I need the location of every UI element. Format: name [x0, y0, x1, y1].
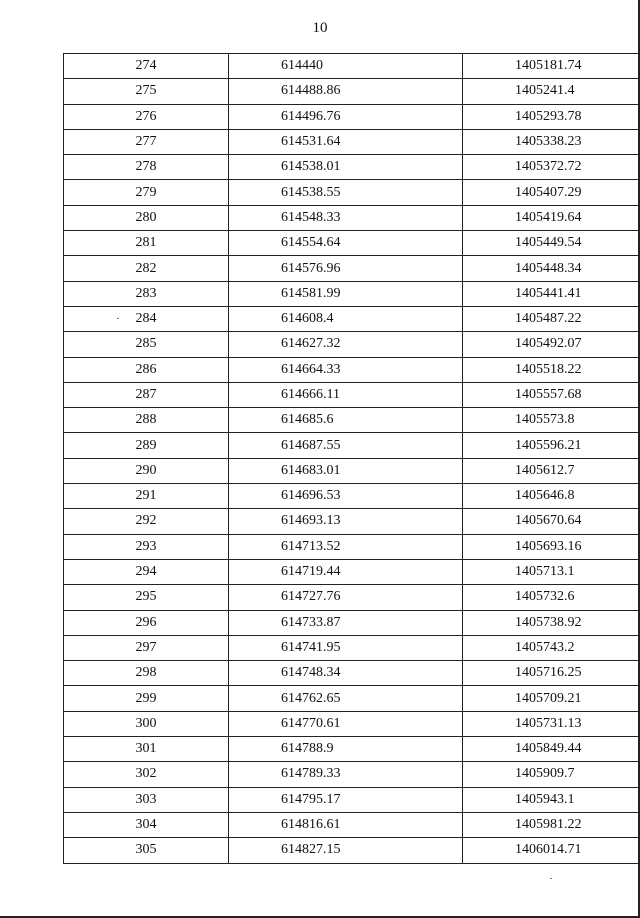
point-number-cell: 299: [64, 686, 229, 711]
x-coordinate-cell: 614683.01: [229, 458, 463, 483]
y-coordinate-cell: 1405713.1: [463, 559, 640, 584]
point-number-cell: 301: [64, 737, 229, 762]
y-coordinate-cell: 1405518.22: [463, 357, 640, 382]
point-number-cell: 294: [64, 559, 229, 584]
point-number-cell: 287: [64, 382, 229, 407]
x-coordinate-cell: 614789.33: [229, 762, 463, 787]
y-coordinate-cell: 1405419.64: [463, 205, 640, 230]
y-coordinate-cell: 1405849.44: [463, 737, 640, 762]
x-coordinate-cell: 614770.61: [229, 711, 463, 736]
y-coordinate-cell: 1405441.41: [463, 281, 640, 306]
table-row: [64, 737, 640, 762]
table-row: [64, 585, 640, 610]
table-row: [64, 205, 640, 230]
table-row: [64, 332, 640, 357]
y-coordinate-cell: 1405241.4: [463, 79, 640, 104]
x-coordinate-cell: 614554.64: [229, 231, 463, 256]
y-coordinate-cell: 1405492.07: [463, 332, 640, 357]
table-row: [64, 509, 640, 534]
table-row: [64, 231, 640, 256]
table-row: [64, 484, 640, 509]
y-coordinate-cell: 1405293.78: [463, 104, 640, 129]
point-number-cell: 286: [64, 357, 229, 382]
scan-speck: [117, 318, 119, 319]
point-number-cell: 292: [64, 509, 229, 534]
x-coordinate-cell: 614440: [229, 54, 463, 79]
y-coordinate-cell: 1405670.64: [463, 509, 640, 534]
y-coordinate-cell: 1405372.72: [463, 155, 640, 180]
x-coordinate-cell: 614538.55: [229, 180, 463, 205]
x-coordinate-cell: 614531.64: [229, 129, 463, 154]
point-number-cell: 279: [64, 180, 229, 205]
point-number-cell: 274: [64, 54, 229, 79]
y-coordinate-cell: 1405731.13: [463, 711, 640, 736]
y-coordinate-cell: 1405943.1: [463, 787, 640, 812]
point-number-cell: 288: [64, 408, 229, 433]
x-coordinate-cell: 614795.17: [229, 787, 463, 812]
point-number-cell: 284: [64, 306, 229, 331]
point-number-cell: 291: [64, 484, 229, 509]
point-number-cell: 293: [64, 534, 229, 559]
table-row: [64, 180, 640, 205]
x-coordinate-cell: 614788.9: [229, 737, 463, 762]
coordinate-table-body: [64, 54, 640, 864]
point-number-cell: 281: [64, 231, 229, 256]
y-coordinate-cell: 1405407.29: [463, 180, 640, 205]
table-row: [64, 686, 640, 711]
point-number-cell: 278: [64, 155, 229, 180]
x-coordinate-cell: 614733.87: [229, 610, 463, 635]
table-row: [64, 559, 640, 584]
table-row: [64, 306, 640, 331]
y-coordinate-cell: 1405716.25: [463, 661, 640, 686]
table-row: [64, 610, 640, 635]
y-coordinate-cell: 1405693.16: [463, 534, 640, 559]
y-coordinate-cell: 1405181.74: [463, 54, 640, 79]
y-coordinate-cell: 1405981.22: [463, 812, 640, 837]
table-row: [64, 711, 640, 736]
y-coordinate-cell: 1405338.23: [463, 129, 640, 154]
x-coordinate-cell: 614816.61: [229, 812, 463, 837]
table-row: [64, 635, 640, 660]
table-row: [64, 661, 640, 686]
x-coordinate-cell: 614713.52: [229, 534, 463, 559]
x-coordinate-cell: 614696.53: [229, 484, 463, 509]
point-number-cell: 277: [64, 129, 229, 154]
x-coordinate-cell: 614827.15: [229, 838, 463, 863]
x-coordinate-cell: 614687.55: [229, 433, 463, 458]
x-coordinate-cell: 614548.33: [229, 205, 463, 230]
x-coordinate-cell: 614496.76: [229, 104, 463, 129]
y-coordinate-cell: 1405709.21: [463, 686, 640, 711]
point-number-cell: 298: [64, 661, 229, 686]
point-number-cell: 289: [64, 433, 229, 458]
y-coordinate-cell: 1405612.7: [463, 458, 640, 483]
table-row: [64, 129, 640, 154]
table-row: [64, 433, 640, 458]
y-coordinate-cell: 1405738.92: [463, 610, 640, 635]
table-row: [64, 155, 640, 180]
table-row: [64, 787, 640, 812]
point-number-cell: 275: [64, 79, 229, 104]
table-row: [64, 458, 640, 483]
y-coordinate-cell: 1405743.2: [463, 635, 640, 660]
point-number-cell: 303: [64, 787, 229, 812]
x-coordinate-cell: 614685.6: [229, 408, 463, 433]
x-coordinate-cell: 614741.95: [229, 635, 463, 660]
point-number-cell: 296: [64, 610, 229, 635]
point-number-cell: 297: [64, 635, 229, 660]
page-number: 10: [312, 20, 328, 36]
point-number-cell: 285: [64, 332, 229, 357]
table-row: [64, 79, 640, 104]
table-row: [64, 281, 640, 306]
y-coordinate-cell: 1405596.21: [463, 433, 640, 458]
table-row: [64, 534, 640, 559]
x-coordinate-cell: 614608.4: [229, 306, 463, 331]
point-number-cell: 282: [64, 256, 229, 281]
scan-speck: [550, 878, 552, 879]
point-number-cell: 305: [64, 838, 229, 863]
table-row: [64, 408, 640, 433]
x-coordinate-cell: 614664.33: [229, 357, 463, 382]
coordinate-table: [63, 53, 640, 864]
y-coordinate-cell: 1405449.54: [463, 231, 640, 256]
x-coordinate-cell: 614666.11: [229, 382, 463, 407]
point-number-cell: 302: [64, 762, 229, 787]
table-row: [64, 382, 640, 407]
point-number-cell: 276: [64, 104, 229, 129]
x-coordinate-cell: 614762.65: [229, 686, 463, 711]
table-row: [64, 812, 640, 837]
point-number-cell: 290: [64, 458, 229, 483]
y-coordinate-cell: 1406014.71: [463, 838, 640, 863]
table-row: [64, 256, 640, 281]
table-row: [64, 838, 640, 863]
table-row: [64, 54, 640, 79]
x-coordinate-cell: 614693.13: [229, 509, 463, 534]
x-coordinate-cell: 614627.32: [229, 332, 463, 357]
point-number-cell: 300: [64, 711, 229, 736]
x-coordinate-cell: 614719.44: [229, 559, 463, 584]
table-row: [64, 762, 640, 787]
table-row: [64, 357, 640, 382]
y-coordinate-cell: 1405732.6: [463, 585, 640, 610]
table-row: [64, 104, 640, 129]
y-coordinate-cell: 1405573.8: [463, 408, 640, 433]
x-coordinate-cell: 614727.76: [229, 585, 463, 610]
x-coordinate-cell: 614748.34: [229, 661, 463, 686]
y-coordinate-cell: 1405557.68: [463, 382, 640, 407]
x-coordinate-cell: 614576.96: [229, 256, 463, 281]
y-coordinate-cell: 1405487.22: [463, 306, 640, 331]
x-coordinate-cell: 614581.99: [229, 281, 463, 306]
y-coordinate-cell: 1405448.34: [463, 256, 640, 281]
y-coordinate-cell: 1405646.8: [463, 484, 640, 509]
point-number-cell: 295: [64, 585, 229, 610]
point-number-cell: 304: [64, 812, 229, 837]
x-coordinate-cell: 614488.86: [229, 79, 463, 104]
x-coordinate-cell: 614538.01: [229, 155, 463, 180]
y-coordinate-cell: 1405909.7: [463, 762, 640, 787]
point-number-cell: 283: [64, 281, 229, 306]
point-number-cell: 280: [64, 205, 229, 230]
